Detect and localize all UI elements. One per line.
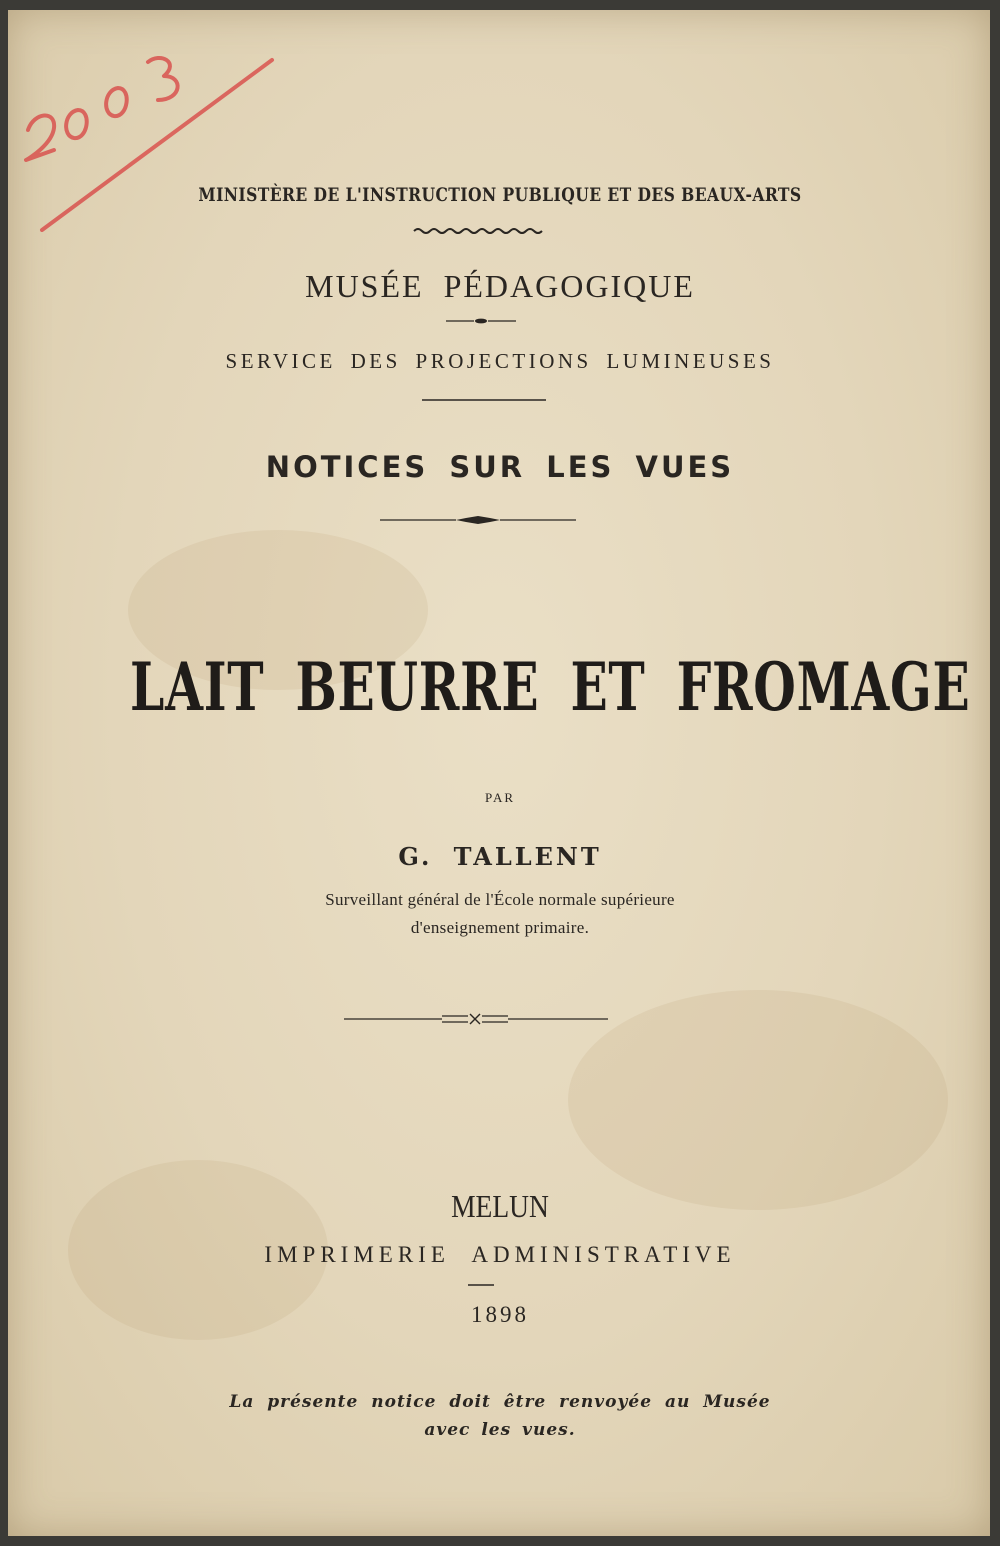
straight-rule	[420, 396, 548, 404]
short-rule	[466, 1282, 496, 1288]
return-notice-line2: avec les vues.	[424, 1420, 576, 1440]
small-rule-ornament	[444, 316, 518, 326]
museum-heading: MUSÉE PÉDAGOGIQUE	[305, 268, 695, 304]
cross-rule-ornament	[342, 1012, 610, 1026]
book-title: LAIT BEURRE ET FROMAGE	[130, 648, 971, 726]
ornate-rule-ornament	[378, 514, 578, 526]
series-heading: NOTICES SUR LES VUES	[265, 450, 735, 484]
by-label: PAR	[484, 790, 516, 805]
red-pencil-mark	[14, 40, 294, 240]
publication-year: 1898	[471, 1302, 529, 1327]
author-name: G. TALLENT	[398, 842, 602, 871]
author-role-line1: Surveillant général de l'École normale supérieure	[325, 890, 675, 909]
return-notice-line1: La présente notice doit être renvoyée au Musée	[229, 1392, 771, 1412]
paper-stain	[568, 990, 948, 1210]
wavy-rule-ornament	[412, 226, 548, 236]
publisher-city: MELUN	[451, 1188, 549, 1224]
printer-name: IMPRIMERIE ADMINISTRATIVE	[264, 1242, 736, 1267]
author-role-line2: d'enseignement primaire.	[410, 918, 590, 937]
service-heading: SERVICE DES PROJECTIONS LUMINEUSES	[225, 349, 775, 373]
ministry-heading: MINISTÈRE DE L'INSTRUCTION PUBLIQUE ET DES BEAUX-ARTS	[198, 184, 802, 206]
